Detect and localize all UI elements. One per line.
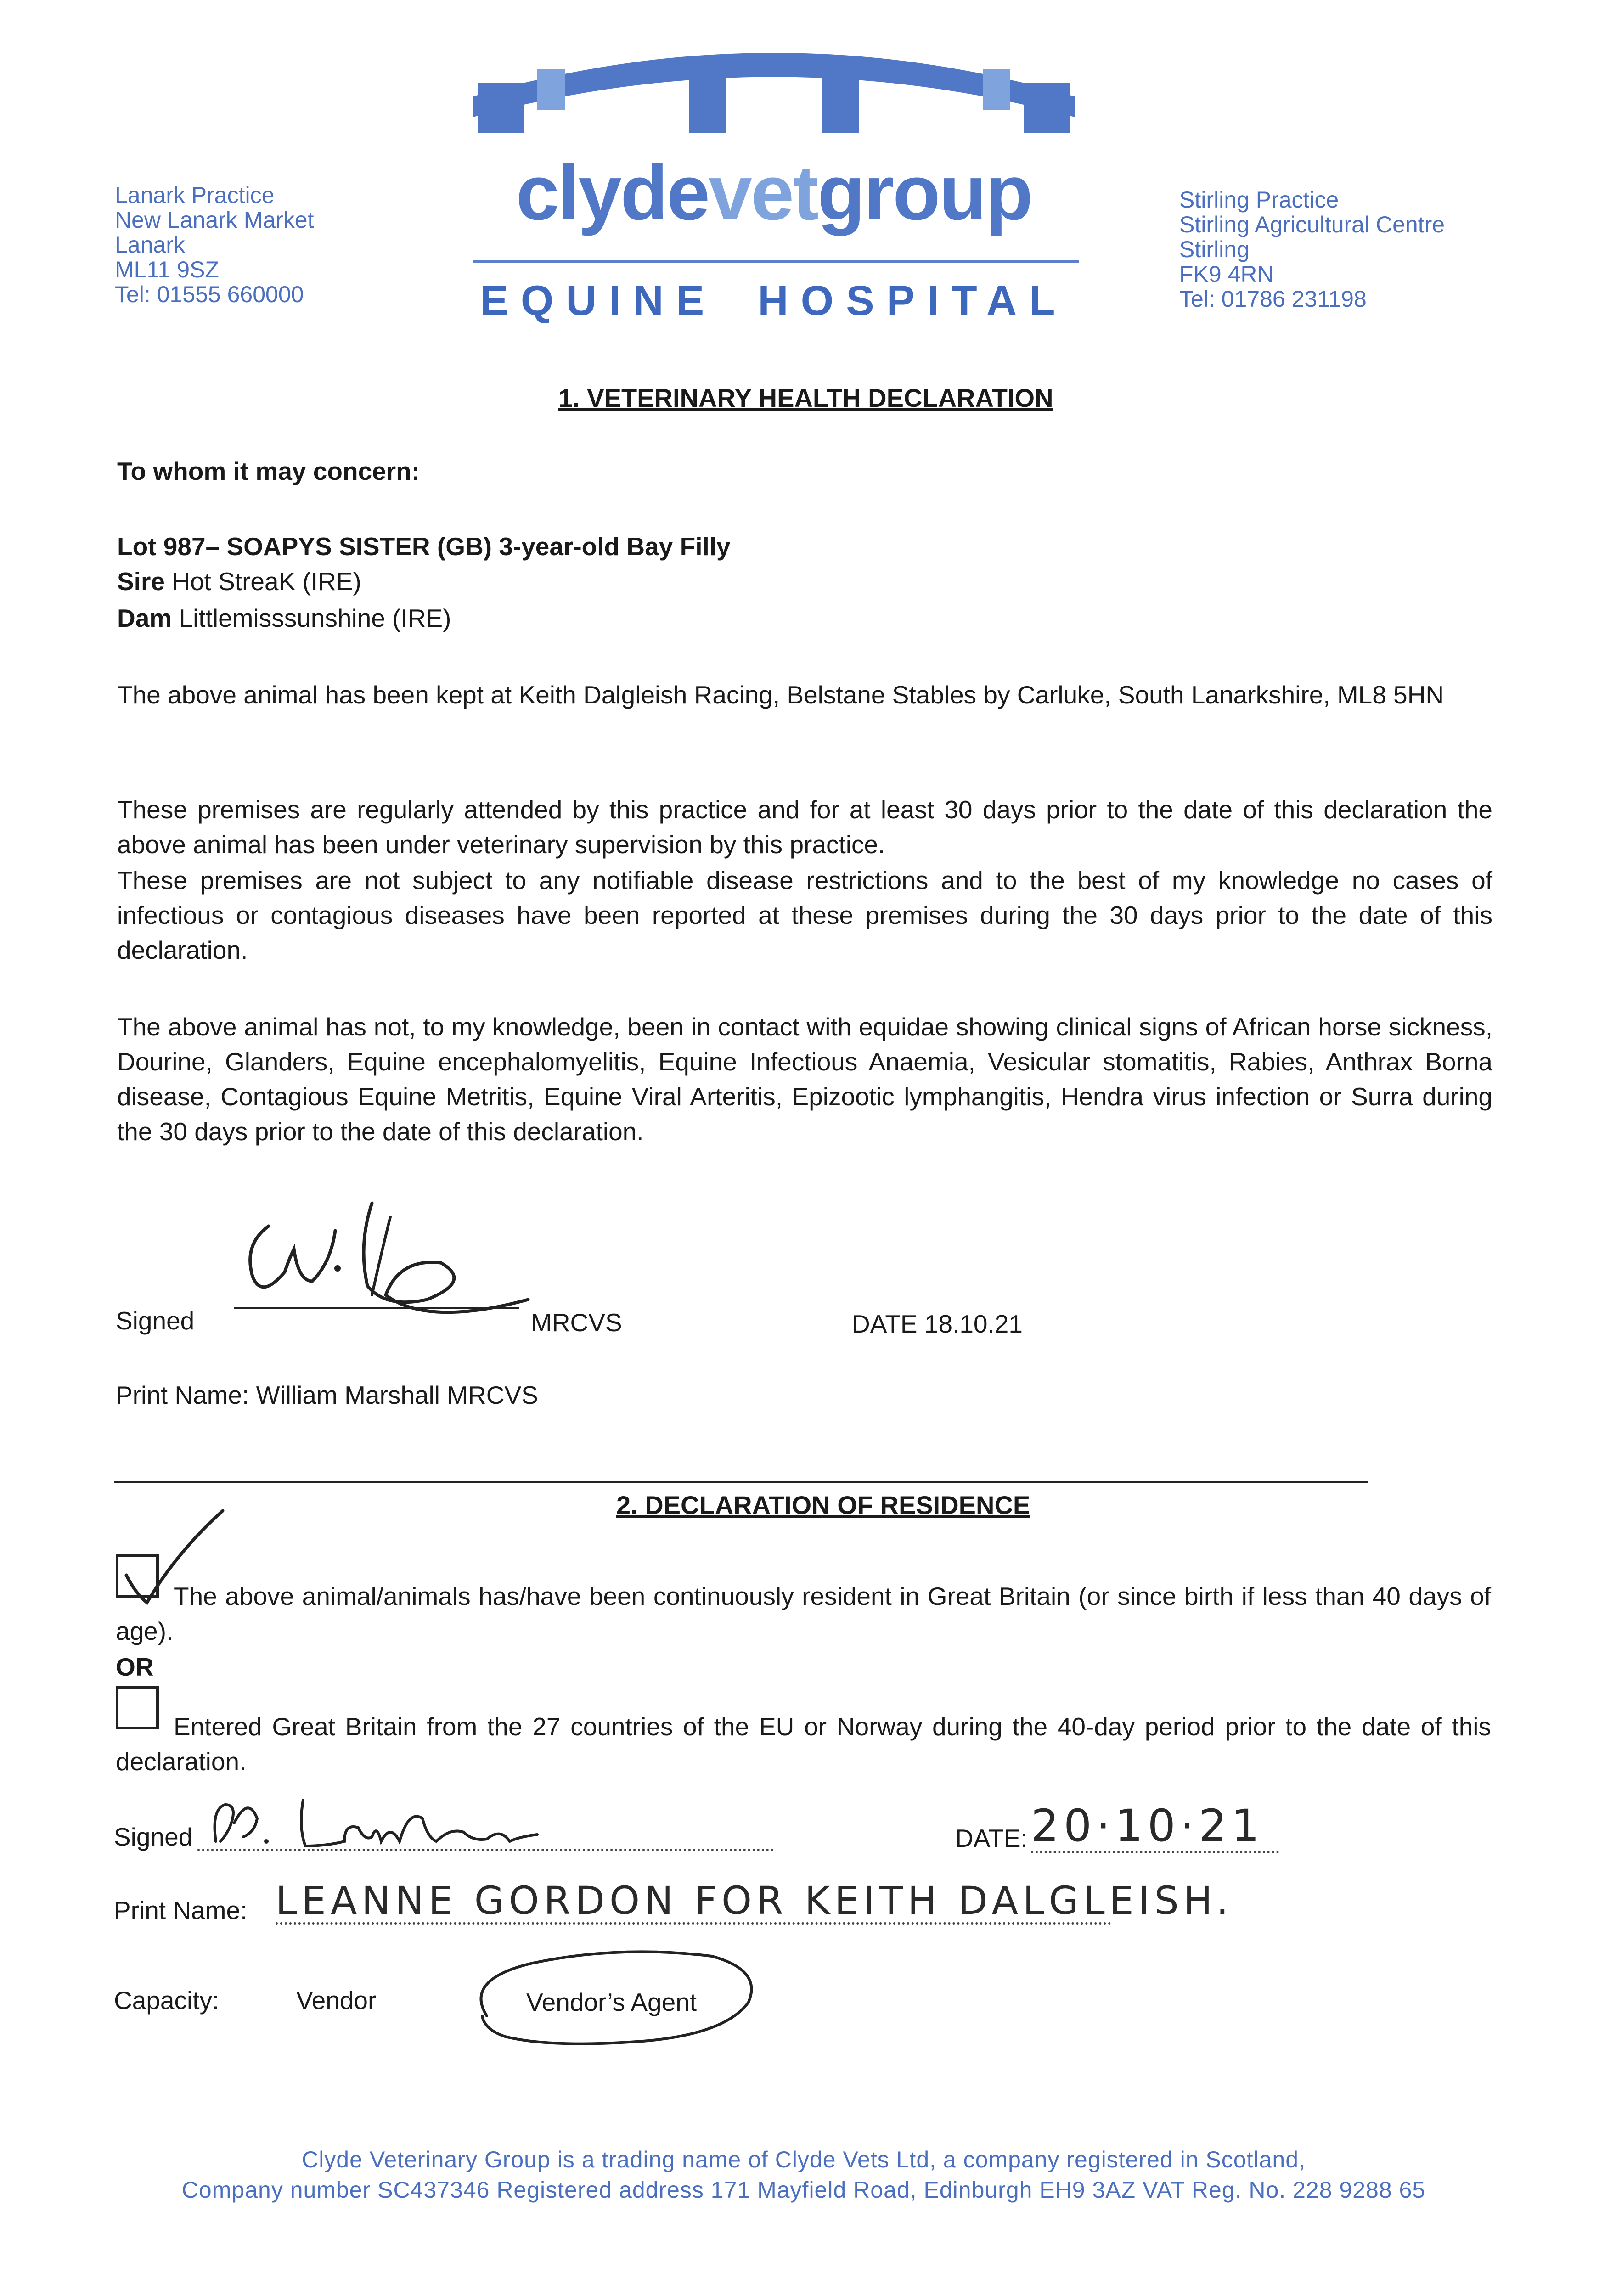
vendor-handwritten-date: 20·10·21 xyxy=(1031,1800,1264,1851)
brand-wordmark: clydevetgroup xyxy=(516,149,1032,236)
salutation: To whom it may concern: xyxy=(117,457,420,485)
premises-paragraph: The above animal has been kept at Keith Dalgleish Racing, Belstane Stables by Carluke, South Lanarkshire, ML8 5HN xyxy=(117,681,1444,709)
right-practice-address: Stirling Practice Stirling Agricultural Centre Stirling FK9 4RN Tel: 01786 231198 xyxy=(1179,187,1445,312)
restrictions-paragraph: These premises are not subject to any notifiable disease restrictions and to the best of my knowledge no cases of infectious or contagious diseases have been reported at these premises during the 30 days prior to the date of this declaration. xyxy=(117,866,1492,964)
brand-subtitle: EQUINE HOSPITAL xyxy=(480,277,1068,324)
vet-signature-line xyxy=(234,1307,519,1309)
supervision-paragraph: These premises are regularly attended by this practice and for at least 30 days prior to the date of this declaration the above animal has been under veterinary supervision by this practice. xyxy=(117,795,1492,859)
mrcvs-label: MRCVS xyxy=(531,1308,622,1337)
residence-option-text: The above animal/animals has/have been continuously resident in Great Britain (or since birth if less than 40 days of age). xyxy=(116,1582,1491,1645)
vendor-handwritten-name: LEANNE GORDON FOR KEITH DALGLEISH. xyxy=(276,1878,1233,1923)
vet-signature xyxy=(234,1189,556,1327)
capacity-agent-option[interactable]: Vendor’s Agent xyxy=(526,1988,697,2016)
lot-line: Lot 987– SOAPYS SISTER (GB) 3-year-old Bay Filly xyxy=(117,532,731,561)
or-label: OR xyxy=(116,1653,154,1681)
vendor-signature xyxy=(207,1791,556,1855)
section-divider xyxy=(114,1481,1368,1483)
vendor-signed-label: Signed xyxy=(114,1823,193,1851)
left-practice-address: Lanark Practice New Lanark Market Lanark ML11 9SZ Tel: 01555 660000 xyxy=(115,182,314,307)
section1-title: 1. VETERINARY HEALTH DECLARATION xyxy=(558,383,1053,412)
sire-line: Sire Hot StreaK (IRE) xyxy=(117,567,361,596)
disease-contact-paragraph: The above animal has not, to my knowledge, been in contact with equidae showing clinical signs of African horse sickness, Dourine, Glanders, Equine encephalomyelitis, Equine Infectious Anaemia, Vesicular stomatitis, Rabies, Anthrax Borna disease, Contagious Equine Metritis, Equine Viral Arteritis, Epizootic lymphangitis, Hendra virus infection or Surra during the 30 days prior to the date of this declaration. xyxy=(117,1013,1492,1146)
company-footer: Clyde Veterinary Group is a trading name of Clyde Vets Ltd, a company registered in Scotland, Company number SC437346 Registered address 171 Mayfield Road, Edinburgh EH9 3AZ VAT Reg. No. 228 9288 65 xyxy=(181,2147,1426,2203)
eu-entry-option-text: Entered Great Britain from the 27 countries of the EU or Norway during the 40-day period prior to the date of this declaration. xyxy=(116,1712,1491,1776)
section2-title: 2. DECLARATION OF RESIDENCE xyxy=(616,1491,1030,1519)
dam-line: Dam Littlemisssunshine (IRE) xyxy=(117,604,451,632)
bridge-logo-icon xyxy=(468,28,1079,133)
capacity-label: Capacity: xyxy=(114,1986,220,2015)
vet-print-name: Print Name: William Marshall MRCVS xyxy=(116,1381,538,1409)
capacity-vendor-option[interactable]: Vendor xyxy=(296,1986,377,2015)
vet-declaration-date: DATE 18.10.21 xyxy=(852,1310,1023,1338)
vendor-date-label: DATE: xyxy=(955,1824,1028,1852)
vendor-print-name-label: Print Name: xyxy=(114,1896,248,1925)
brand-divider xyxy=(473,260,1079,263)
vet-signed-label: Signed xyxy=(116,1306,195,1335)
